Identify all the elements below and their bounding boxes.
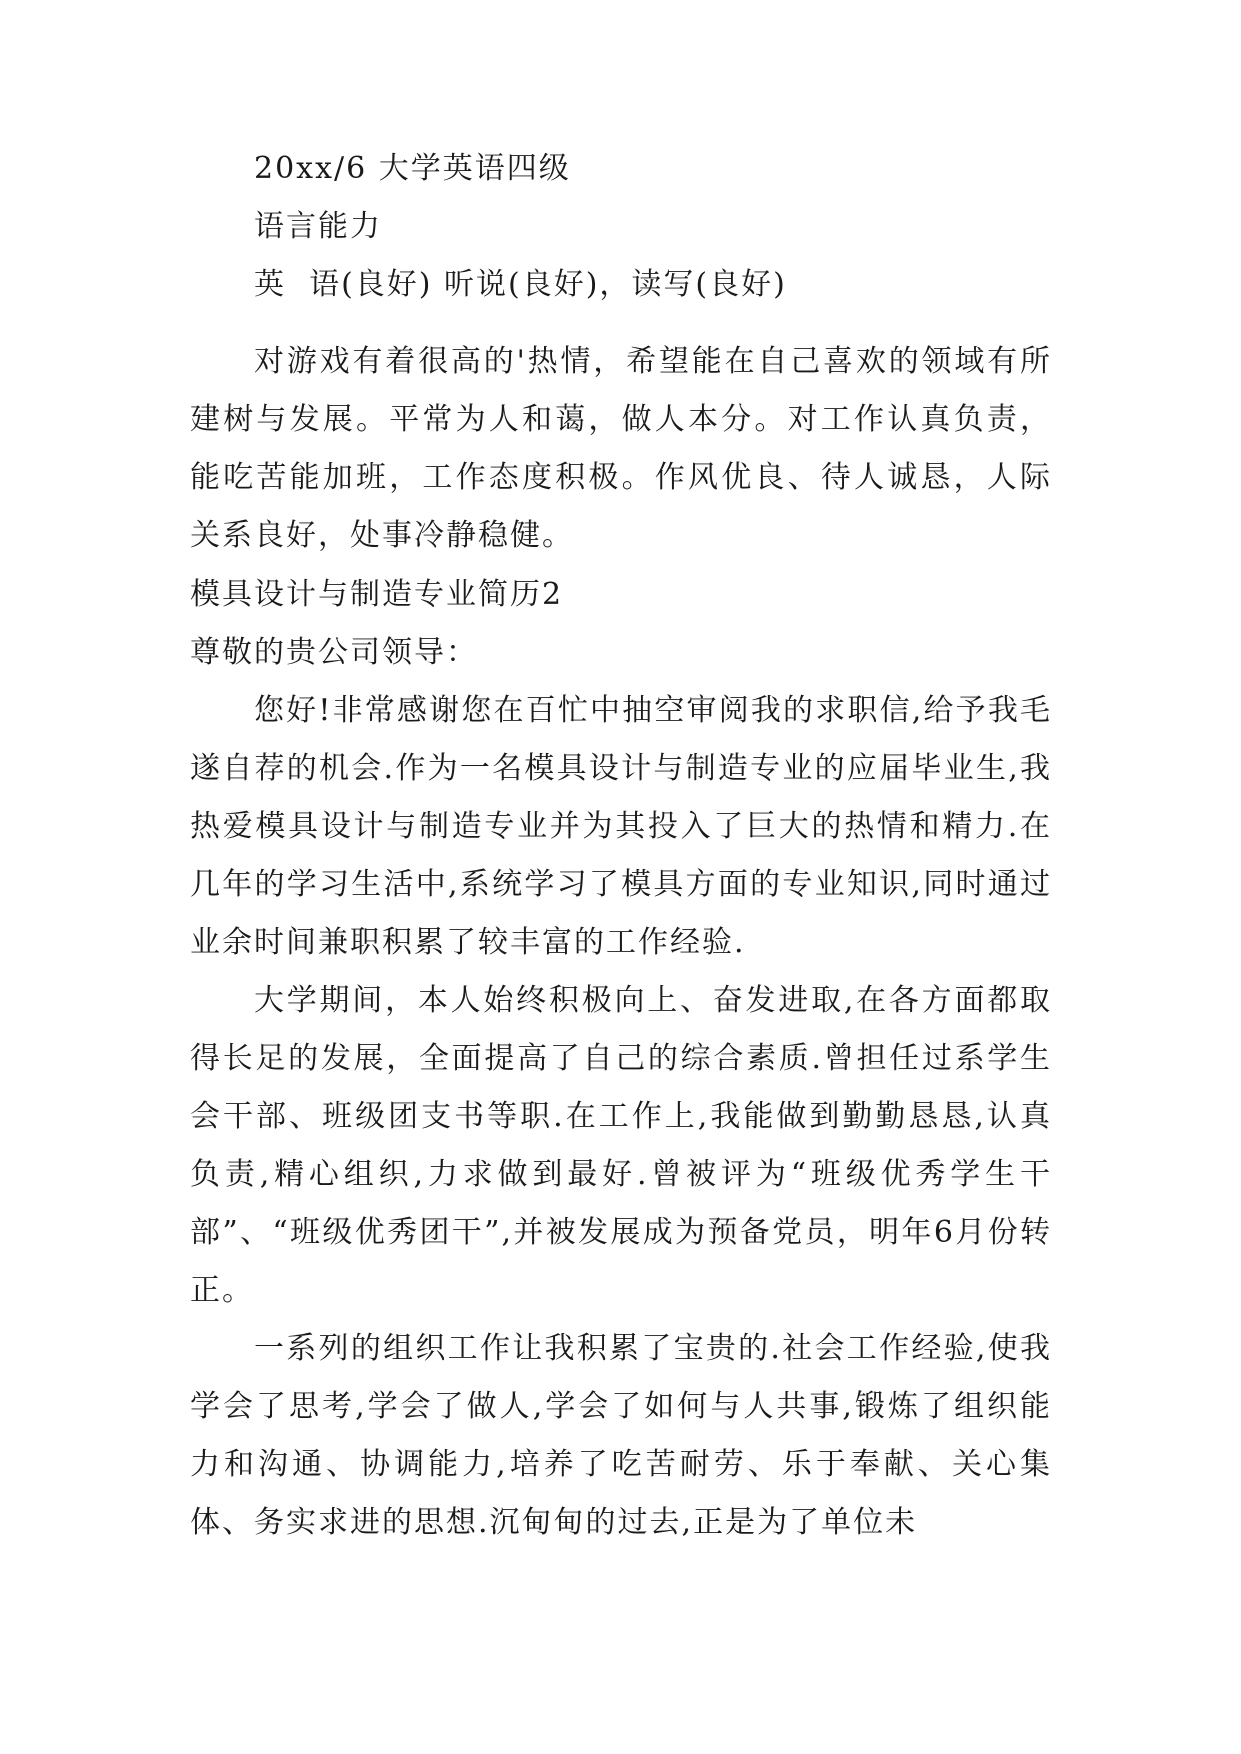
salutation: 尊敬的贵公司领导：: [190, 635, 478, 670]
language-heading: 语言能力: [254, 209, 382, 244]
cover-letter-paragraph-1: [190, 682, 1052, 972]
cet-line: 20xx/6 大学英语四级: [254, 151, 571, 186]
english-skill-line: 英 语(良好) 听说(良好)，读写(良好): [254, 267, 787, 302]
self-evaluation-text: 对游戏有着很高的'热情，希望能在自己喜欢的领域有所建树与发展。平常为人和蔼，做人本分。对工作认真负责，能吃苦能加班，工作态度积极。作风优良、待人诚恳，人际关系良好，处事冷静稳健。: [190, 344, 1052, 553]
self-evaluation: [190, 333, 1052, 565]
cover-letter-paragraph-3: [190, 1320, 1052, 1552]
cover-letter-header: [190, 566, 1052, 682]
cover-letter-paragraph-2: [190, 972, 1052, 1320]
section-title: 模具设计与制造专业简历2: [190, 577, 564, 612]
paragraph-1-text: 您好!非常感谢您在百忙中抽空审阅我的求职信,给予我毛遂自荐的机会.作为一名模具设计与制造专业的应届毕业生,我热爱模具设计与制造专业并为其投入了巨大的热情和精力.在几年的学习生活中,系统学习了模具方面的专业知识,同时通过业余时间兼职积累了较丰富的工作经验.: [190, 693, 1052, 960]
resume-top-section: [190, 140, 1052, 314]
paragraph-2-text: 大学期间，本人始终积极向上、奋发进取,在各方面都取得长足的发展，全面提高了自己的综合素质.曾担任过系学生会干部、班级团支书等职.在工作上,我能做到勤勤恳恳,认真负责,精心组织,力求做到最好.曾被评为“班级优秀学生干部”、“班级优秀团干”,并被发展成为预备党员，明年6月份转正。: [190, 983, 1052, 1308]
paragraph-3-text: 一系列的组织工作让我积累了宝贵的.社会工作经验,使我学会了思考,学会了做人,学会了如何与人共事,锻炼了组织能力和沟通、协调能力,培养了吃苦耐劳、乐于奉献、关心集体、务实求进的思想.沉甸甸的过去,正是为了单位未: [190, 1331, 1052, 1540]
